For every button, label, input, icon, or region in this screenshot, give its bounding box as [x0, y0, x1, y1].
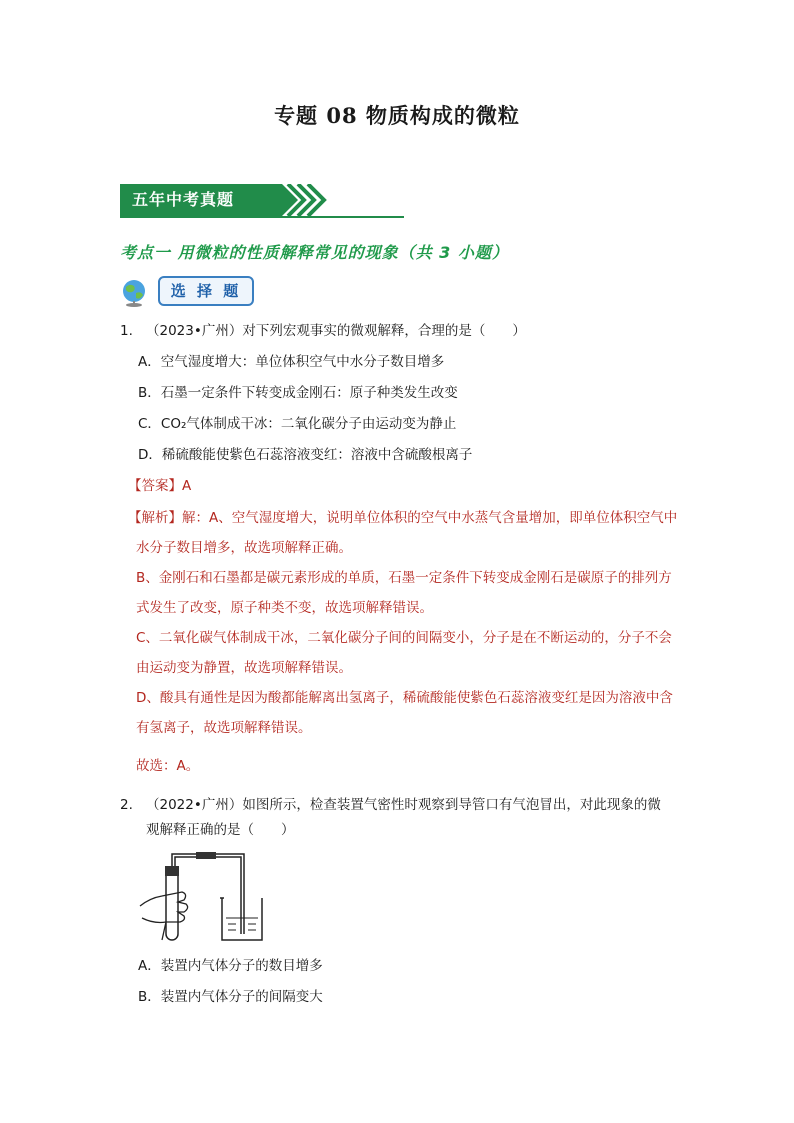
q1-option-b: B．石墨一定条件下转变成金刚石：原子种类发生改变	[138, 385, 458, 401]
question-type-badge: 选 择 题	[158, 276, 254, 306]
section-banner-label: 五年中考真题	[120, 184, 272, 216]
q2-option-b: B．装置内气体分子的间隔变大	[138, 989, 323, 1005]
page-title: 专题 08 物质构成的微粒	[274, 103, 520, 128]
q1-conclusion: 故选：A。	[136, 758, 200, 774]
q2-option-a: A．装置内气体分子的数目增多	[138, 958, 323, 974]
q1-option-a: A．空气湿度增大：单位体积空气中水分子数目增多	[138, 354, 445, 370]
q1-answer-label: 【答案】	[128, 478, 182, 494]
q1-analysis-a-text: 解：A、空气湿度增大，说明单位体积的空气中水蒸气含量增加，即单位体积空气中水分子数目增多，故选项解释正确。	[136, 510, 678, 556]
q1-option-c: C．CO₂气体制成干冰：二氧化碳分子由运动变为静止	[138, 416, 457, 432]
q2-stem-line1: （2022•广州）如图所示，检查装置气密性时观察到导管口有气泡冒出，对此现象的微	[146, 797, 661, 813]
section-banner	[120, 184, 404, 220]
q1-option-d: D．稀硫酸能使紫色石蕊溶液变红：溶液中含硫酸根离子	[138, 447, 473, 463]
q2-stem-line2: 观解释正确的是（ ）	[146, 822, 295, 838]
airtightness-apparatus-figure	[136, 848, 268, 944]
banner-stripes-icon	[268, 184, 328, 218]
banner-underline	[120, 216, 404, 218]
globe-icon	[120, 278, 150, 308]
q2-number: 2.	[120, 797, 133, 813]
q1-analysis-d: D、酸具有通性是因为酸都能解离出氢离子，稀硫酸能使紫色石蕊溶液变红是因为溶液中含有氢离子，故选项解释错误。	[136, 690, 673, 736]
q1-analysis-label: 【解析】	[128, 510, 182, 526]
q1-stem: （2023•广州）对下列宏观事实的微观解释，合理的是（ ）	[146, 323, 526, 339]
q1-number: 1.	[120, 323, 133, 339]
q1-analysis-c: C、二氧化碳气体制成干冰，二氧化碳分子间的间隔变小，分子是在不断运动的，分子不会由运动变为静置，故选项解释错误。	[136, 630, 672, 676]
q1-analysis-a	[128, 503, 684, 563]
exam-point-heading: 考点一 用微粒的性质解释常见的现象（共 3 小题）	[120, 243, 509, 262]
q1-answer	[128, 476, 191, 496]
q1-answer-value: A	[182, 478, 192, 494]
q1-analysis-b: B、金刚石和石墨都是碳元素形成的单质，石墨一定条件下转变成金刚石是碳原子的排列方式发生了改变，原子种类不变，故选项解释错误。	[136, 570, 672, 616]
